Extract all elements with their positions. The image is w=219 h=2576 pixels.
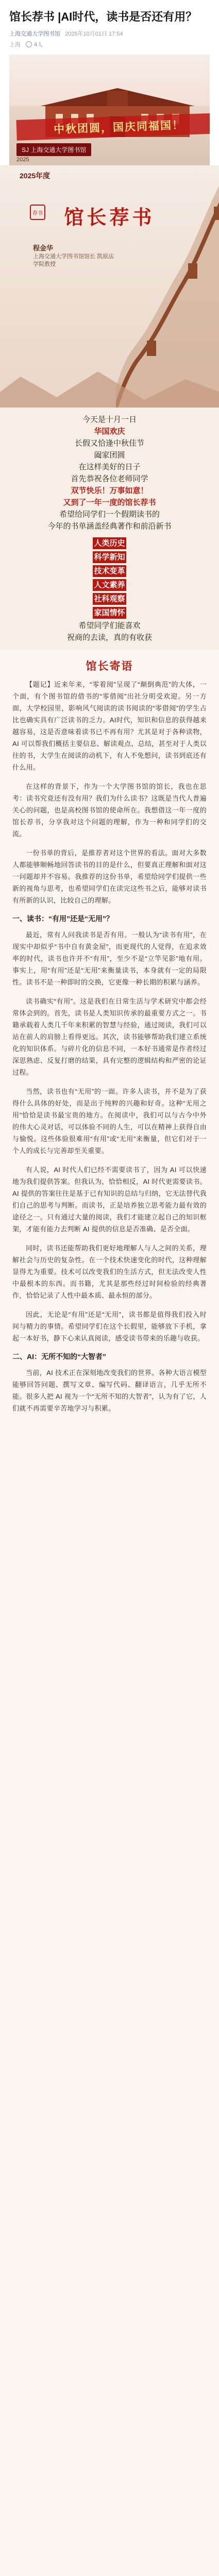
intro-line: 阖家团圆 — [94, 450, 125, 460]
hero-library-tag: SJ 上海交通大学图书馆 — [16, 143, 91, 156]
topic-tag: 家国情怀 — [93, 607, 126, 619]
paragraph: 【题记】近来年来，“零着阅”呈现了“颠倒典范”的大体，一个面，有个图书馆的借书的“零借阅”出社分明受欢迎。另一方面，大学校园里，影响风气阅读的读书阅读的“零借阅”的学生占比也确实具有广泛读书的乏力。AI时代，知识和信息的获得越来越容易，这是否意味着读书已不再有用？尤其是对于各种读物，AI 可以帮我们概括主要信息、解读观点、总结，甚至对于人类以往的书，大学生在阅读的动机下，有人不免想问，读书到底还有什么用。 — [12, 681, 207, 771]
subheading: 一、读书：“有用”还是“无用”？ — [12, 914, 113, 923]
outro-line: 希望同学们能喜欢 — [78, 621, 141, 630]
listen-count[interactable] — [26, 40, 43, 48]
location: 上海 — [9, 42, 21, 48]
intro-line: 在这样美好的日子 — [78, 462, 141, 471]
article-body — [0, 679, 219, 906]
mountain-illustration — [0, 361, 219, 408]
article-body-2 — [0, 929, 219, 1344]
section-heading: 馆长寄语 — [86, 659, 133, 672]
paragraph: 在这样的背景下，作为一个大学图书馆的馆长，我也在思考：读书究竟还有没有用？我们为什么读书？这既是当代人普遍关心的问题，也是高校图书馆的使命所在。我想借这一年一度的馆长荐书，分享我对这个问题的理解，作为一种和同学们的交流。 — [12, 783, 207, 838]
cover-year: 2025年度 — [20, 172, 50, 180]
article-meta — [9, 30, 210, 38]
topic-tag: 社科观察 — [93, 593, 126, 605]
intro-line: 今天是十月一日 — [82, 415, 137, 424]
listen-count-text: 4人 — [34, 42, 43, 48]
headphone-icon — [26, 41, 32, 47]
paragraph: 当然，读书也有“无用”的一面。许多人读书，并不是为了获得什么具体的好处，而是出于纯粹的兴趣和好奇。这种“无用之用”恰恰是读书最宝贵的地方。在阅读中，我们可以与古今中外的伟大心灵对话，可以体验不同的人生，可以在精神上获得自由与愉悦。这些体验很难用“有用”或“无用”来衡量，但它们对于一个人的成长与完善却至关重要。 — [12, 1088, 207, 1155]
intro-line: 华国欢庆 — [94, 427, 125, 436]
intro-block — [0, 408, 219, 532]
topic-tag: 科学新知 — [93, 551, 126, 563]
publish-date: 2025年10月01日 17:54 — [65, 31, 123, 37]
paragraph: 读书确实“有用”。这是我们在日常生活与学术研究中都会经常体会到的。首先，读书是人类知识传承的最重要方式之一。书籍承载着人类几千年来积累的智慧与经验，通过阅读，我们可以站在前人的肩膀上看得更远。其次，读书能够帮助我们建立系统化的知识体系。与碎片化的信息不同，一本好书通常是作者经过深思熟虑、反复打磨的结果，具有完整的逻辑结构和严密的论证过程。 — [12, 997, 207, 1076]
paragraph: 一份书单的背后，是推荐者对这个世界的看法。面对大多数人都能够顺畅地回答读书的目的是什么，但要真正理解和面对这一问题却并不容易。我推荐的这份书单，希望给同学们提供一些新的视角与思考，也希望同学们在读完这些书之后，能够对读书有所新的认识，比较自己的理解。 — [12, 849, 207, 904]
intro-line: 希望给同学们一个假期读书的 — [59, 510, 160, 519]
topic-tag: 人类历史 — [93, 537, 126, 549]
article-title: 馆长荐书 |AI时代，读书是否还有用？ — [9, 10, 197, 23]
outro-line: 祝商的去读，真的有收获 — [66, 633, 152, 642]
cover-seal: 荐书 — [30, 205, 45, 220]
source-link[interactable]: 上海交通大学图书馆 — [9, 31, 60, 37]
cover-author: 程金华 — [33, 244, 54, 252]
recommend-cover — [0, 165, 219, 408]
paragraph: 同时，读书还能帮助我们更好地理解人与人之间的关系，理解社会与历史的复杂性。在一个技术快速变化的时代，这种理解显得尤为重要。技术可以改变我们的生活方式，但无法改变人性中最根本的东西。而书籍，尤其是那些经过时间检验的经典著作，恰恰记录了人性中最本质、最永恒的部分。 — [12, 1244, 207, 1299]
paragraph: 有人说，AI 时代人们已经不需要读书了，因为 AI 可以快速地为我们提供答案。但我认为，恰恰相反，AI 时代更需要读书。AI 提供的答案往往是基于已有知识的总结与归纳，它无法替代我们自己的思考与判断。而读书，正是培养独立思考能力最有效的途径之一。只有通过大量的阅读，我们才能建立起自己的知识框架，才能有能力去判断 AI 提供的信息是否准确、是否全面。 — [12, 1166, 207, 1233]
intro-line: 长假又恰逢中秋佳节 — [74, 438, 144, 448]
intro-line: 首先恭祝各位老师同学 — [71, 474, 148, 483]
hero-year: 2025 — [16, 157, 29, 163]
topic-tag: 技术变革 — [93, 565, 126, 577]
cover-bio: 上海交通大学图书馆馆长 凯原法学院教授 — [33, 253, 114, 267]
article-body-3 — [0, 1367, 219, 1414]
meta-row — [9, 40, 210, 48]
intro-line: 又到了一年一度的馆长荐书 — [63, 498, 156, 507]
cover-title: 馆长荐书 — [64, 206, 155, 229]
hero-image — [9, 55, 210, 165]
hero-banner: 中秋团圆，国庆同福国！ — [16, 113, 210, 141]
article-header — [0, 0, 219, 165]
paragraph: 最近，常有人问我读书是否有用。一般认为“读书有用”，在现实中却似乎“书中自有黄金屋”，而更现代的人觉得，在追求效率的时代，读书也许并不“有用”，至少不是“立竿见影”地有用。事实上，用“有用”还是“无用”来衡量读书，本身就有一定的局限性。读书不是一种即时的交换，它更像一种长期的积累与涵养。 — [12, 931, 207, 986]
subheading: 二、AI：无所不知的“大智者” — [12, 1352, 106, 1361]
intro-line: 双节快乐！万事如意！ — [71, 486, 148, 495]
intro-line: 今年的书单涵盖经典著作和前沿新书 — [47, 521, 172, 531]
topic-list — [0, 532, 219, 650]
topic-tag: 人文素养 — [93, 579, 126, 591]
paragraph: 当前，AI 技术正在深刻地改变我们的世界。各种大语言模型能够回答问题、撰写文章、编写代码、翻译语言，几乎无所不能。很多人把 AI 视为一个“无所不知的大智者”，认为有了它，人们就不再需要辛苦地学习与积累。 — [12, 1369, 207, 1412]
paragraph: 因此，无论是“有用”还是“无用”，读书都是值得我们投入时间与精力的事情。希望同学们在这个长假里，能够放下手机，拿起一本好书，静下心来认真阅读，感受读书带来的乐趣与收获。 — [12, 1311, 207, 1342]
